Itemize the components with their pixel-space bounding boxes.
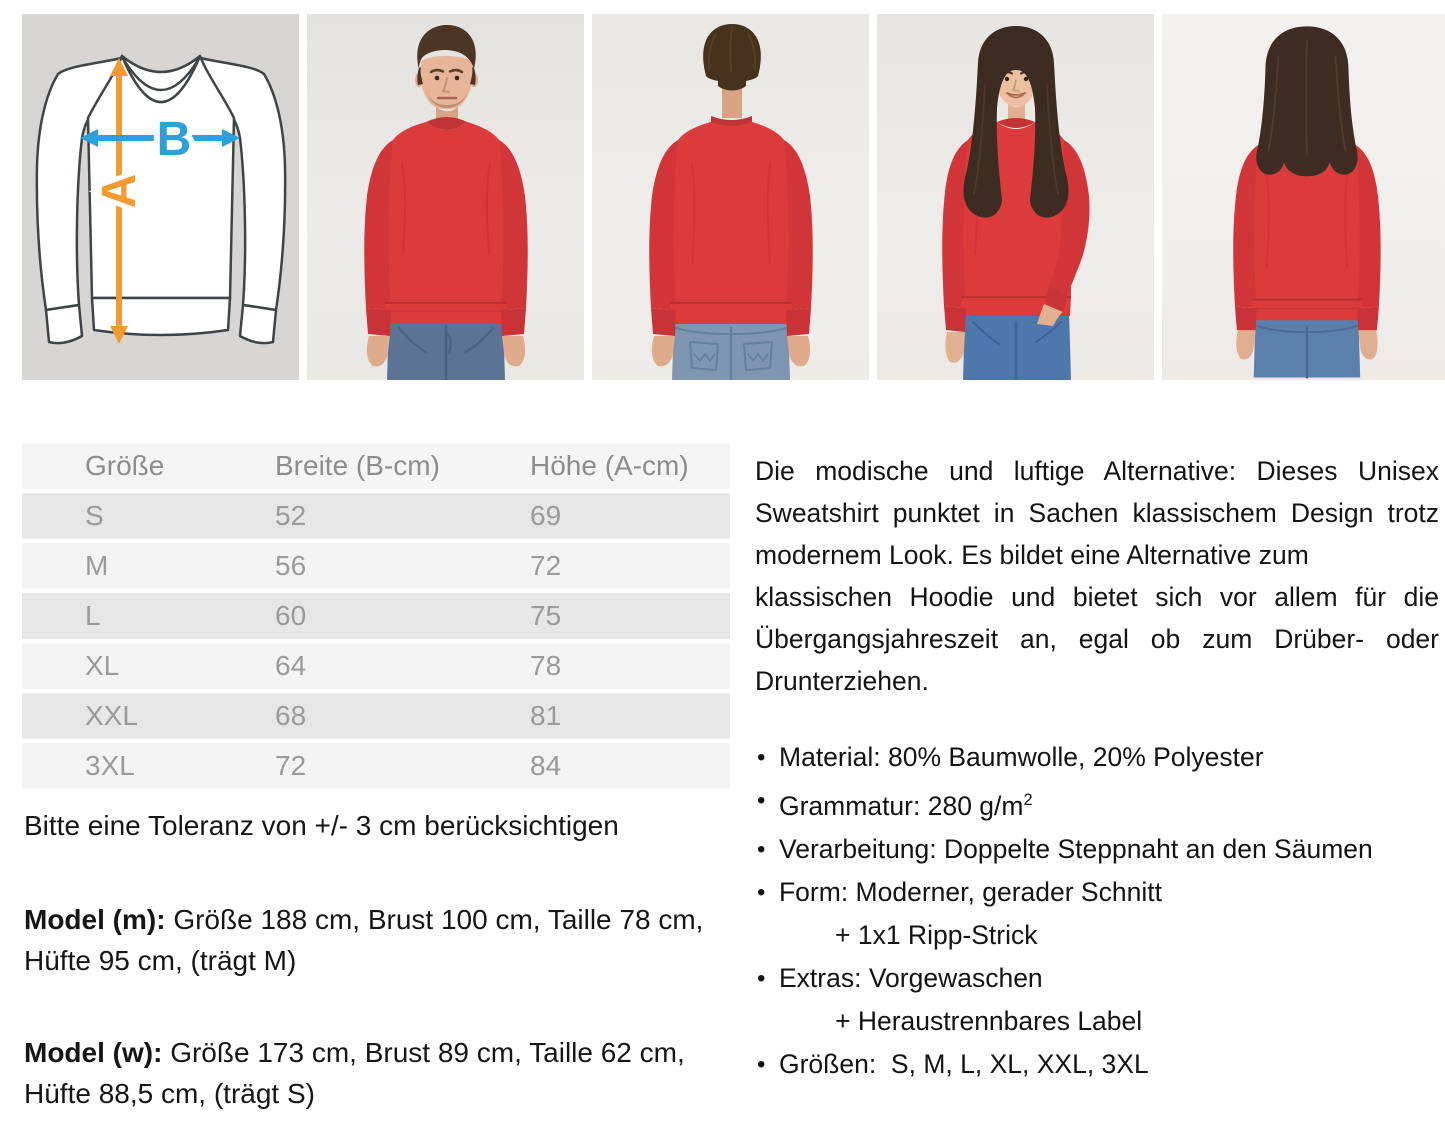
spec-item <box>755 828 1445 871</box>
model-note-label: Model (m): <box>24 904 174 935</box>
size-table-row <box>22 743 730 789</box>
model-note-line: Model (m): Größe 188 cm, Brust 100 cm, Taille 78 cm, <box>24 904 704 935</box>
size-cell: 64 <box>275 650 307 681</box>
size-cell: 68 <box>275 700 307 731</box>
spec-continuation: + Heraustrennbares Label <box>835 1005 1143 1036</box>
spec-text: Grammatur: 280 $g/m^2$ <box>779 790 1033 821</box>
size-cell: Höhe (A-cm) <box>530 450 689 481</box>
size-cell: Breite (B-cm) <box>275 450 440 481</box>
superscript: 2 <box>1023 791 1033 809</box>
size-cell: XXL <box>85 700 138 731</box>
bullet-dot-icon: • <box>757 964 766 992</box>
size-cell: 78 <box>530 650 562 681</box>
size-cell: 69 <box>530 500 562 531</box>
diagram-right-cuff <box>240 305 276 343</box>
spec-item <box>755 736 1445 779</box>
male-model-back-photo <box>592 14 869 380</box>
size-table-row <box>22 593 730 639</box>
svg-text:B: B <box>156 113 192 166</box>
product-specs-list <box>755 736 1445 1086</box>
size-cell: M <box>85 550 109 581</box>
female-model-back-photo <box>1162 14 1445 380</box>
svg-text:A: A <box>93 173 146 209</box>
description-line: modernem Look. Es bildet eine Alternative zum <box>755 540 1309 570</box>
description-line: Die modische und luftige Alternative: Dieses Unisex <box>755 456 1439 486</box>
size-table-row <box>22 643 730 689</box>
model-note-line: Hüfte 95 cm, (trägt M) <box>24 945 297 976</box>
size-cell: 72 <box>530 550 562 581</box>
spec-continuation: + 1x1 Ripp-Strick <box>835 919 1038 950</box>
spec-item <box>755 871 1445 957</box>
description-line: Übergangsjahreszeit an, egal ob zum Drüber- oder <box>755 624 1439 654</box>
female-model-front-illustration <box>877 14 1154 380</box>
size-table-row <box>22 543 730 589</box>
male-model-front-illustration <box>307 14 584 380</box>
size-cell: 60 <box>275 600 307 631</box>
bullet-dot-icon: • <box>757 878 766 906</box>
female-model-front-photo <box>877 14 1154 380</box>
size-diagram <box>22 14 299 380</box>
size-table-row <box>22 493 730 539</box>
size-cell: 75 <box>530 600 562 631</box>
model-note-line: Model (w): Größe 173 cm, Brust 89 cm, Taille 62 cm, <box>24 1037 685 1068</box>
size-cell: XL <box>85 650 120 681</box>
sweatshirt-measure-diagram-icon <box>22 14 299 380</box>
size-table-row <box>22 693 730 739</box>
description-line: klassischen Hoodie und bietet sich vor allem für die <box>755 582 1439 612</box>
tolerance-note: Bitte eine Toleranz von +/- 3 cm berücksichtigen <box>24 810 619 841</box>
spec-text: Verarbeitung: Doppelte Steppnaht an den Säumen <box>779 833 1373 864</box>
size-cell: 84 <box>530 750 562 781</box>
spec-item <box>755 1043 1445 1086</box>
description-line: Drunterziehen. <box>755 666 929 696</box>
spec-item <box>755 957 1445 1043</box>
size-cell: 56 <box>275 550 307 581</box>
spec-item <box>755 779 1445 828</box>
size-cell: 72 <box>275 750 307 781</box>
model-note-label: Model (w): <box>24 1037 171 1068</box>
size-cell: Größe <box>85 450 165 481</box>
spec-text: Form: Moderner, gerader Schnitt <box>779 876 1162 907</box>
diagram-left-cuff <box>46 305 82 343</box>
spec-text: Extras: Vorgewaschen <box>779 962 1043 993</box>
size-cell: L <box>85 600 101 631</box>
size-cell: 81 <box>530 700 562 731</box>
spec-text: Größen: S, M, L, XL, XXL, 3XL <box>779 1048 1149 1079</box>
model-m-note <box>24 899 724 981</box>
product-description <box>755 450 1439 702</box>
size-table <box>22 443 730 793</box>
male-model-front-photo <box>307 14 584 380</box>
bullet-dot-icon: • <box>757 1050 766 1078</box>
size-table-header <box>22 443 730 489</box>
female-model-back-illustration <box>1162 14 1445 380</box>
bullet-dot-icon: • <box>757 835 766 863</box>
size-cell: 3XL <box>85 750 135 781</box>
bullet-dot-icon: • <box>757 787 766 814</box>
size-cell: S <box>85 500 104 531</box>
male-model-back-illustration <box>592 14 869 380</box>
description-line: Sweatshirt punktet in Sachen klassischem Design trotz <box>755 498 1439 528</box>
product-image-gallery <box>22 14 1445 380</box>
bullet-dot-icon: • <box>757 744 766 771</box>
size-cell: 52 <box>275 500 307 531</box>
spec-text: Material: 80% Baumwolle, 20% Polyester <box>779 742 1264 772</box>
model-w-note <box>24 1032 724 1114</box>
model-note-line: Hüfte 88,5 cm, (trägt S) <box>24 1078 315 1109</box>
